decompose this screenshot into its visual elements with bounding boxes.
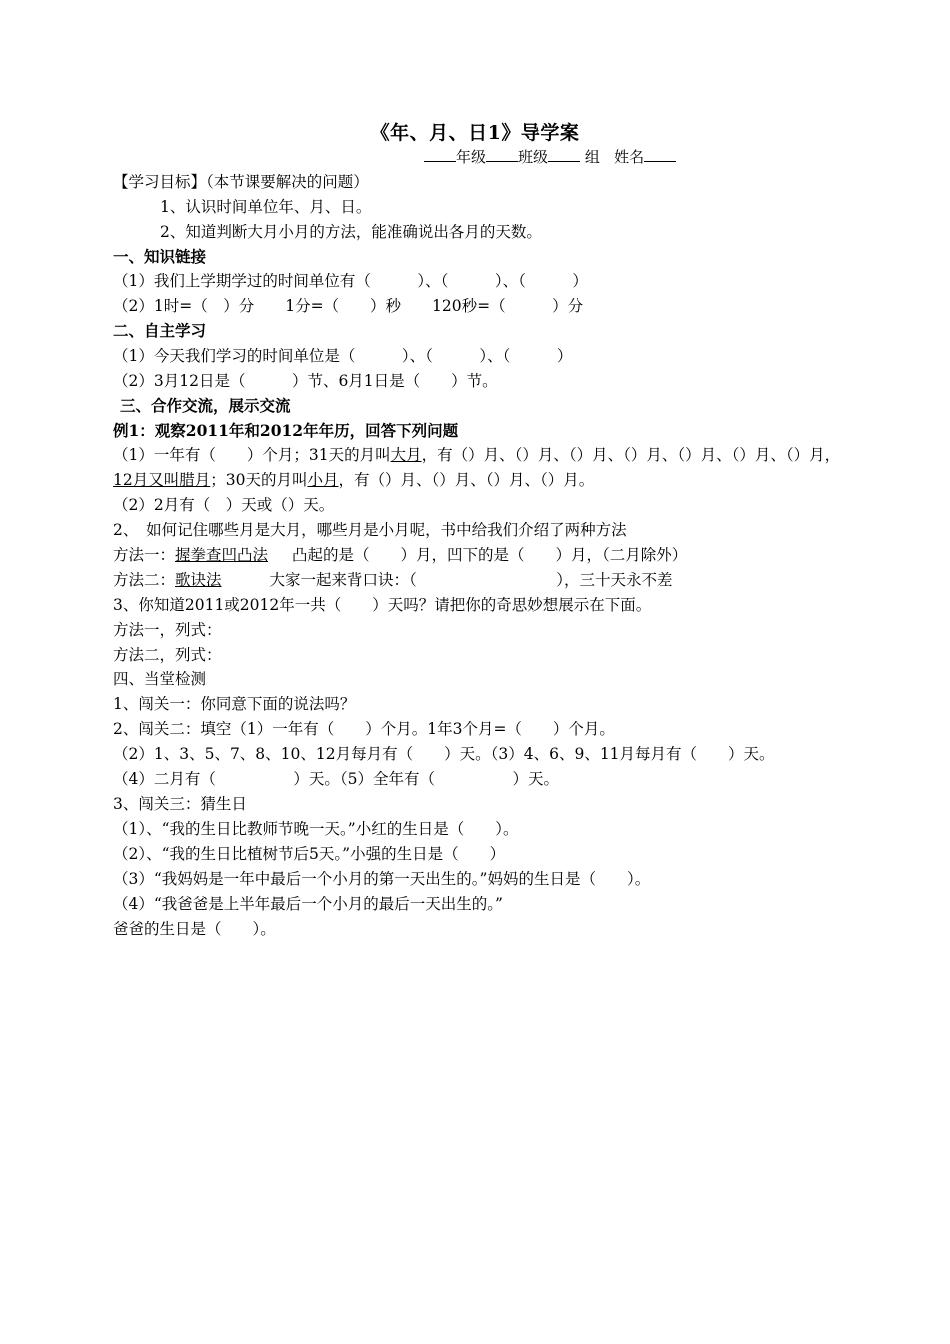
level-3-q4: （4）“我爸爸是上半年最后一个小月的最后一天出生的。” [113, 895, 503, 913]
section-2-q1: （1）今天我们学习的时间单位是（ ）、（ ）、（ ） [113, 347, 573, 365]
level-3-q4-answer: 爸爸的生日是（ ）。 [113, 920, 276, 938]
example-1-q1-line1 [113, 443, 840, 467]
small-month-term: 小月 [307, 471, 339, 489]
grade-label: 年级 [456, 148, 487, 166]
section-3-item-3: 3、你知道2011或2012年一共（ ）天吗？请把你的奇思妙想展示在下面。 [113, 596, 652, 614]
level-3-q2: （2）、“我的生日比植树节后5天。”小强的生日是（ ） [113, 845, 506, 863]
december-term: 12月又叫腊月 [113, 471, 211, 489]
example-1-q1-line2 [113, 468, 594, 492]
fist-method-term: 握拳查凹凸法 [175, 546, 269, 564]
section-2-q2: （2）3月12日是（ ）节、6月1日是（ ）节。 [113, 372, 498, 390]
level-3: 3、闯关三：猜生日 [113, 795, 247, 813]
level-3-q3: （3）“我妈妈是一年中最后一个小月的第一天出生的。”妈妈的生日是（ ）。 [113, 870, 651, 888]
level-1: 1、闯关一：你同意下面的说法吗？ [113, 695, 356, 713]
objectives-heading: 【学习目标】（本节课要解决的问题） [113, 173, 369, 191]
section-1-q1: （1）我们上学期学过的时间单位有（ ）、（ ）、（ ） [113, 272, 588, 290]
big-month-term: 大月 [390, 446, 422, 464]
objective-1: 1、认识时间单位年、月、日。 [160, 198, 372, 216]
class-label: 班级 [518, 148, 549, 166]
method-1-line [113, 543, 687, 567]
method-2-text: 大家一起来背口诀：（ ），三十天永不差 [269, 571, 673, 589]
rhyme-method-term: 歌诀法 [175, 571, 222, 589]
name-label: 姓名 [614, 148, 645, 166]
formula-method-1: 方法一，列式： [113, 621, 222, 639]
method-2-line [113, 568, 673, 592]
method-1-label: 方法一： [113, 546, 176, 564]
objective-2: 2、知道判断大月小月的方法，能准确说出各月的天数。 [160, 223, 542, 241]
class-blank[interactable] [486, 147, 518, 162]
section-2-heading: 二、自主学习 [113, 321, 207, 340]
section-3-heading: 三、合作交流，展示交流 [120, 396, 291, 415]
level-2-line3: （4）二月有（ ）天。（5）全年有（ ）天。 [113, 770, 559, 788]
q1-text-c: ；30天的月叫 [210, 471, 308, 489]
group-blank[interactable] [548, 147, 580, 162]
section-3-item-2: 2、 如何记住哪些月是大月，哪些月是小月呢，书中给我们介绍了两种方法 [113, 521, 627, 539]
formula-method-2: 方法二，列式： [113, 646, 222, 664]
example-1-intro [113, 419, 458, 443]
page-title: 《年、月、日1》导学案 [370, 122, 580, 144]
method-2-label: 方法二： [113, 571, 176, 589]
student-info-line [424, 146, 676, 167]
grade-blank[interactable] [424, 147, 456, 162]
q1-text-b: ，有（）月、（）月、（）月、（）月、（）月、（）月、（）月， [421, 446, 841, 464]
example-1-q2: （2）2月有（ ）天或（）天。 [113, 496, 335, 514]
method-1-text: 凸起的是（ ）月，凹下的是（ ）月，（二月除外） [292, 546, 688, 564]
name-blank[interactable] [644, 147, 676, 162]
section-1-heading: 一、知识链接 [113, 247, 207, 266]
level-2-line2: （2）1、3、5、7、8、10、12月每月有（ ）天。（3）4、6、9、11月每月有（ ）天。 [113, 745, 775, 763]
q1-text-a: （1）一年有（ ）个月；31天的月叫 [113, 446, 391, 464]
q1-text-d: ，有（）月、（）月、（）月、（）月。 [338, 471, 595, 489]
group-label: 组 [584, 148, 600, 166]
level-3-q1: （1）、“我的生日比教师节晚一天。”小红的生日是（ ）。 [113, 820, 519, 838]
level-2-line1: 2、闯关二：填空（1）一年有（ ）个月。1年3个月=（ ）个月。 [113, 720, 615, 738]
section-4-heading: 四、当堂检测 [113, 670, 207, 688]
section-1-q2: （2）1时=（ ）分 1分=（ ）秒 120秒=（ ）分 [113, 297, 584, 315]
example-1-text: 例1：观察2011年和2012年年历，回答下列问题 [113, 421, 459, 440]
